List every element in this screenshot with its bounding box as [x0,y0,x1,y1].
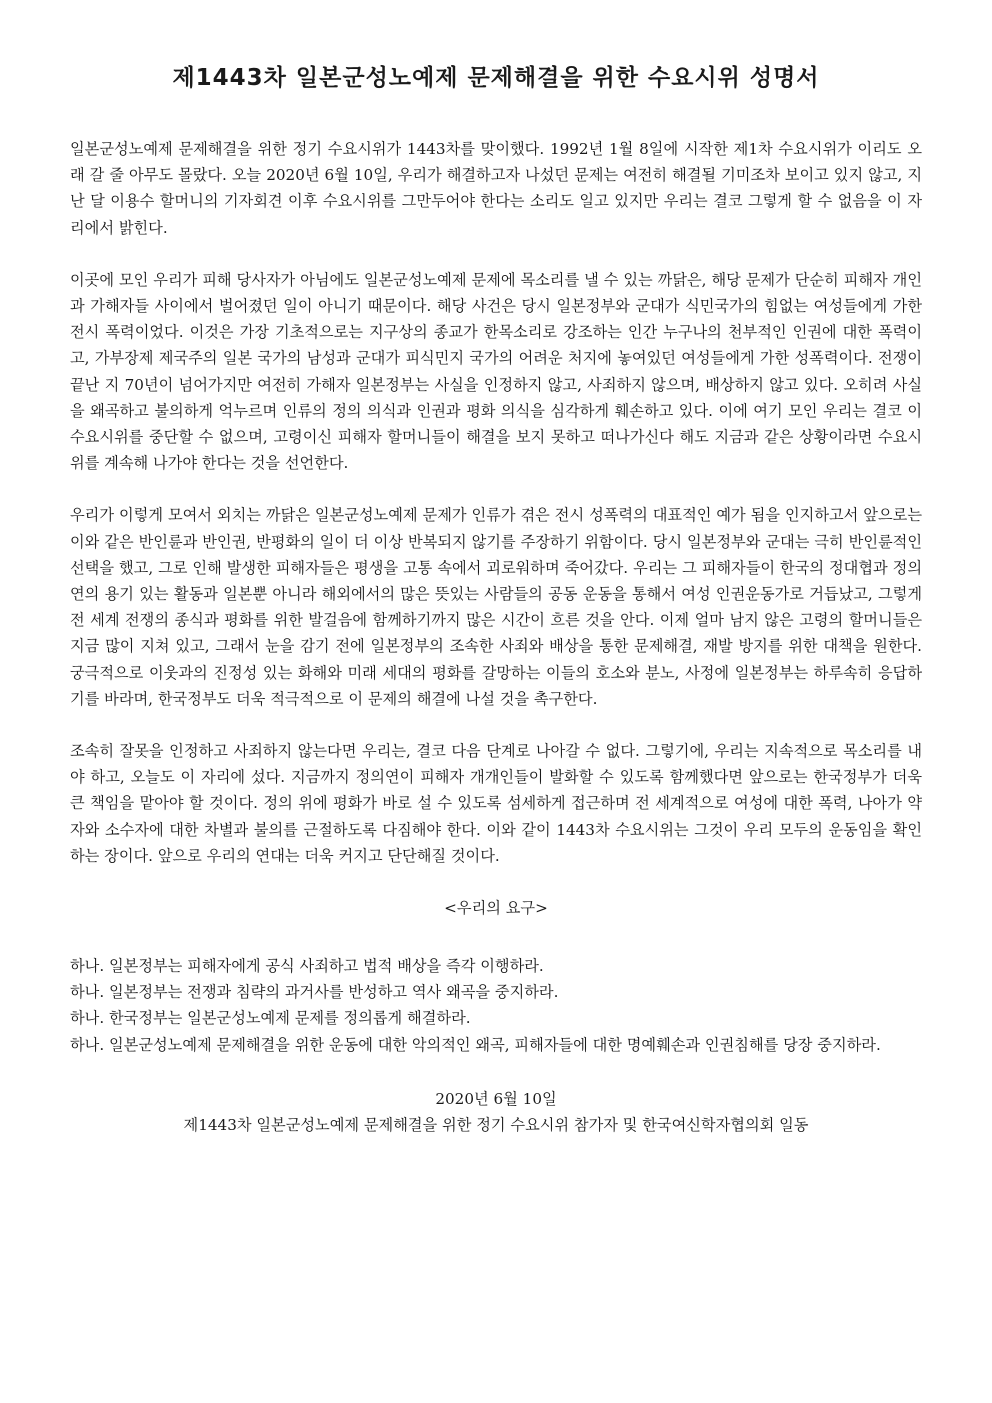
demand-item: 하나. 일본군성노예제 문제해결을 위한 운동에 대한 악의적인 왜곡, 피해자들에 대한 명예훼손과 인권침해를 당장 중지하라. [70,1035,881,1054]
body-paragraph: 이곳에 모인 우리가 피해 당사자가 아님에도 일본군성노예제 문제에 목소리를 낼 수 있는 까닭은, 해당 문제가 단순히 피해자 개인과 가해자들 사이에서 벌어졌던 일이 아니기 때문이다. 해당 사건은 당시 일본정부와 군대가 식민국가의 힘없는 여성들에게 가한 전시 폭력이었다. 이것은 가장 기초적으로는 지구상의 종교가 한목소리로 강조하는 인간 누구나의 천부적인 인권에 대한 폭력이고, 가부장제 제국주의 일본 국가의 남성과 군대가 피식민지 국가의 어려운 처지에 놓여있던 여성들에게 가한 성폭력이다. 전쟁이 끝난 지 70년이 넘어가지만 여전히 가해자 일본정부는 사실을 인정하지 않고, 사죄하지 않으며, 배상하지 않고 있다. 오히려 사실을 왜곡하고 불의하게 억누르며 인류의 정의 의식과 인권과 평화 의식을 심각하게 훼손하고 있다. 이에 여기 모인 우리는 결코 이 수요시위를 중단할 수 없으며, 고령이신 피해자 할머니들이 해결을 보지 못하고 떠나가신다 해도 지금과 같은 상황이라면 수요시위를 계속해 나가야 한다는 것을 선언한다. [70,270,922,473]
signatory: 제1443차 일본군성노예제 문제해결을 위한 정기 수요시위 참가자 및 한국여신학자협의회 일동 [183,1115,809,1134]
demand-item: 하나. 한국정부는 일본군성노예제 문제를 정의롭게 해결하라. [70,1009,471,1028]
demand-item: 하나. 일본정부는 전쟁과 침략의 과거사를 반성하고 역사 왜곡을 중지하라. [70,983,559,1002]
demands-heading: <우리의 요구> [444,899,548,918]
statement-date: 2020년 6월 10일 [435,1089,557,1108]
body-paragraph: 조속히 잘못을 인정하고 사죄하지 않는다면 우리는, 결코 다음 단계로 나아갈 수 없다. 그렇기에, 우리는 지속적으로 목소리를 내야 하고, 오늘도 이 자리에 섰다. 지금까지 정의연이 피해자 개개인들이 발화할 수 있도록 함께했다면 앞으로는 한국정부가 더욱 큰 책임을 맡아야 할 것이다. 정의 위에 평화가 바로 설 수 있도록 섬세하게 접근하며 전 세계적으로 여성에 대한 폭력, 나아가 약자와 소수자에 대한 차별과 불의를 근절하도록 다짐해야 한다. 이와 같이 1443차 수요시위는 그것이 우리 모두의 운동임을 확인하는 장이다. 앞으로 우리의 연대는 더욱 커지고 단단해질 것이다. [70,742,922,865]
document-footer [70,1086,922,1138]
body-paragraph: 우리가 이렇게 모여서 외치는 까닭은 일본군성노예제 문제가 인류가 겪은 전시 성폭력의 대표적인 예가 됨을 인지하고서 앞으로는 이와 같은 반인륜과 반인권, 반평화의 일이 더 이상 반복되지 않기를 주장하기 위함이다. 당시 일본정부와 군대는 극히 반인륜적인 선택을 했고, 그로 인해 발생한 피해자들은 평생을 고통 속에서 괴로워하며 죽어갔다. 우리는 그 피해자들이 한국의 정대협과 정의연의 용기 있는 활동과 일본뿐 아니라 해외에서의 많은 뜻있는 사람들의 공동 운동을 통해서 여성 인권운동가로 거듭났고, 그렇게 전 세계 전쟁의 종식과 평화를 위한 발걸음에 함께하기까지 많은 시간이 흐른 것을 안다. 이제 얼마 남지 않은 고령의 할머니들은 지금 많이 지쳐 있고, 그래서 눈을 감기 전에 일본정부의 조속한 사죄와 배상을 통한 문제해결, 재발 방지를 위한 대책을 원한다. 궁극적으로 이웃과의 진정성 있는 화해와 미래 세대의 평화를 갈망하는 이들의 호소와 분노, 사정에 일본정부는 하루속히 응답하기를 바라며, 한국정부도 더욱 적극적으로 이 문제의 해결에 나설 것을 촉구한다. [70,506,922,708]
document-title: 제1443차 일본군성노예제 문제해결을 위한 수요시위 성명서 [172,65,820,91]
demand-item: 하나. 일본정부는 피해자에게 공식 사죄하고 법적 배상을 즉각 이행하라. [70,957,544,976]
body-paragraph: 일본군성노예제 문제해결을 위한 정기 수요시위가 1443차를 맞이했다. 1992년 1월 8일에 시작한 제1차 수요시위가 이리도 오래 갈 줄 아무도 몰랐다. 오늘 2020년 6월 10일, 우리가 해결하고자 나섰던 문제는 여전히 해결될 기미조차 보이고 있지 않고, 지난 달 이용수 할머니의 기자회견 이후 수요시위를 그만두어야 한다는 소리도 일고 있지만 우리는 결코 그렇게 할 수 없음을 이 자리에서 밝힌다. [70,140,922,237]
demands-list [70,953,922,1058]
